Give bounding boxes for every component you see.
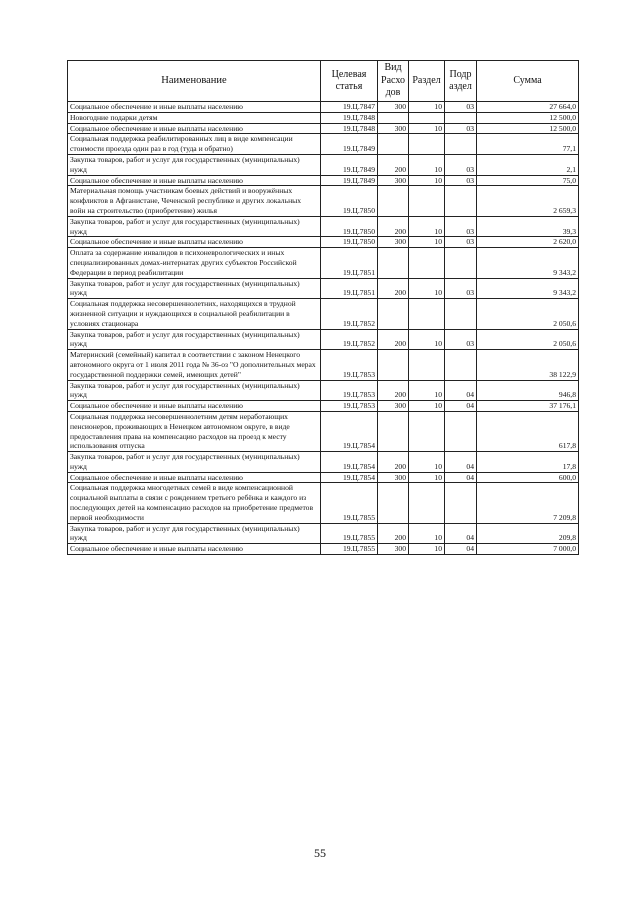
row-section: 10: [409, 278, 445, 299]
row-target-article: 19.Ц.7849: [321, 175, 378, 186]
row-subsection: 03: [445, 175, 477, 186]
row-expense-type: 200: [378, 278, 409, 299]
row-name: Социальная поддержка несовершеннолетних, находящихся в трудной жизненной ситуации и нуждающихся в социальной реабилитации в условиях стационара: [68, 299, 321, 329]
row-section: [409, 350, 445, 380]
row-subsection: 04: [445, 523, 477, 544]
row-subsection: 03: [445, 278, 477, 299]
row-amount: 27 664,0: [477, 102, 579, 113]
row-expense-type: 200: [378, 154, 409, 175]
row-section: 10: [409, 329, 445, 350]
row-target-article: 19.Ц.7847: [321, 102, 378, 113]
row-amount: 2,1: [477, 154, 579, 175]
row-target-article: 19.Ц.7854: [321, 472, 378, 483]
row-target-article: 19.Ц.7851: [321, 278, 378, 299]
row-amount: 7 000,0: [477, 544, 579, 555]
row-section: [409, 299, 445, 329]
row-amount: 9 343,2: [477, 248, 579, 278]
row-target-article: 19.Ц.7848: [321, 112, 378, 123]
table-row: [68, 411, 579, 451]
row-section: [409, 248, 445, 278]
row-expense-type: [378, 299, 409, 329]
row-section: [409, 483, 445, 523]
row-expense-type: [378, 248, 409, 278]
row-section: [409, 134, 445, 155]
row-name: Социальное обеспечение и иные выплаты населению: [68, 472, 321, 483]
row-expense-type: 300: [378, 123, 409, 134]
table-row: [68, 175, 579, 186]
row-target-article: 19.Ц.7855: [321, 523, 378, 544]
row-expense-type: [378, 350, 409, 380]
row-section: [409, 186, 445, 216]
header-name: Наименование: [68, 61, 321, 102]
row-section: [409, 411, 445, 451]
row-expense-type: 300: [378, 472, 409, 483]
row-name: Материнский (семейный) капитал в соответствии с законом Ненецкого автономного округа от 1 июля 2011 года № 36-оз "О дополнительных мерах государственной поддержки семей, имеющих детей": [68, 350, 321, 380]
row-target-article: 19.Ц.7850: [321, 186, 378, 216]
row-name: Социальное обеспечение и иные выплаты населению: [68, 401, 321, 412]
row-amount: 2 659,3: [477, 186, 579, 216]
table-row: [68, 112, 579, 123]
row-name: Социальная поддержка многодетных семей в виде компенсационной социальной выплаты в связи с рождением третьего ребёнка и каждого из последующих детей на компенсацию расходов на приобретение предметов первой необходимости: [68, 483, 321, 523]
table-row: [68, 544, 579, 555]
row-subsection: 04: [445, 401, 477, 412]
table-row: [68, 472, 579, 483]
row-target-article: 19.Ц.7849: [321, 154, 378, 175]
table-row: [68, 237, 579, 248]
row-subsection: [445, 350, 477, 380]
row-name: Закупка товаров, работ и услуг для государственных (муниципальных) нужд: [68, 154, 321, 175]
row-name: Социальное обеспечение и иные выплаты населению: [68, 544, 321, 555]
row-name: Социальное обеспечение и иные выплаты населению: [68, 102, 321, 113]
row-name: Закупка товаров, работ и услуг для государственных (муниципальных) нужд: [68, 380, 321, 401]
row-target-article: 19.Ц.7851: [321, 248, 378, 278]
row-subsection: [445, 411, 477, 451]
row-expense-type: 300: [378, 401, 409, 412]
row-subsection: 03: [445, 237, 477, 248]
row-amount: 75,0: [477, 175, 579, 186]
table-row: [68, 452, 579, 473]
row-section: 10: [409, 452, 445, 473]
row-subsection: [445, 248, 477, 278]
row-target-article: 19.Ц.7854: [321, 452, 378, 473]
header-expense-type: Вид Расхо дов: [378, 61, 409, 102]
table-row: [68, 134, 579, 155]
table-row: [68, 299, 579, 329]
header-subsection: Подр аздел: [445, 61, 477, 102]
row-amount: 209,8: [477, 523, 579, 544]
table-row: [68, 102, 579, 113]
row-target-article: 19.Ц.7849: [321, 134, 378, 155]
row-subsection: 04: [445, 380, 477, 401]
row-expense-type: 200: [378, 216, 409, 237]
row-subsection: 04: [445, 452, 477, 473]
table-row: [68, 278, 579, 299]
table-row: [68, 154, 579, 175]
row-expense-type: [378, 134, 409, 155]
table-row: [68, 483, 579, 523]
row-amount: 77,1: [477, 134, 579, 155]
row-name: Социальное обеспечение и иные выплаты населению: [68, 237, 321, 248]
row-name: Социальное обеспечение и иные выплаты населению: [68, 123, 321, 134]
table-row: [68, 248, 579, 278]
row-expense-type: [378, 411, 409, 451]
row-expense-type: [378, 186, 409, 216]
page-number: 55: [314, 846, 326, 860]
budget-table: [67, 60, 579, 555]
table-row: [68, 123, 579, 134]
row-amount: 7 209,8: [477, 483, 579, 523]
row-name: Оплата за содержание инвалидов в психоневрологических и иных специализированных домах-интернатах других субъектов Российской Федерации в период реабилитации: [68, 248, 321, 278]
row-expense-type: 300: [378, 237, 409, 248]
row-name: Социальная поддержка реабилитированных лиц в виде компенсации стоимости проезда один раз в год (туда и обратно): [68, 134, 321, 155]
row-amount: 39,3: [477, 216, 579, 237]
row-amount: 17,8: [477, 452, 579, 473]
row-subsection: 03: [445, 102, 477, 113]
row-section: 10: [409, 154, 445, 175]
row-target-article: 19.Ц.7854: [321, 411, 378, 451]
row-subsection: [445, 112, 477, 123]
header-amount: Сумма: [477, 61, 579, 102]
row-target-article: 19.Ц.7852: [321, 299, 378, 329]
table-row: [68, 380, 579, 401]
row-expense-type: 200: [378, 329, 409, 350]
row-amount: 617,8: [477, 411, 579, 451]
row-amount: 600,0: [477, 472, 579, 483]
row-amount: 9 343,2: [477, 278, 579, 299]
row-subsection: 03: [445, 329, 477, 350]
row-amount: 12 500,0: [477, 112, 579, 123]
table-row: [68, 329, 579, 350]
row-section: 10: [409, 472, 445, 483]
row-expense-type: 300: [378, 544, 409, 555]
row-expense-type: [378, 112, 409, 123]
row-target-article: 19.Ц.7855: [321, 544, 378, 555]
row-section: 10: [409, 216, 445, 237]
row-subsection: 03: [445, 154, 477, 175]
row-expense-type: 300: [378, 175, 409, 186]
table-row: [68, 186, 579, 216]
table-row: [68, 523, 579, 544]
row-name: Закупка товаров, работ и услуг для государственных (муниципальных) нужд: [68, 216, 321, 237]
table-row: [68, 350, 579, 380]
row-expense-type: 200: [378, 523, 409, 544]
header-target-article: Целевая статья: [321, 61, 378, 102]
row-amount: 12 500,0: [477, 123, 579, 134]
row-amount: 2 050,6: [477, 329, 579, 350]
row-name: Социальная поддержка несовершеннолетним детям неработающих пенсионеров, проживающих в Ненецком автономном округе, в виде предоставления права на компенсацию расходов на проезд к месту использования отпуска: [68, 411, 321, 451]
row-section: 10: [409, 175, 445, 186]
row-section: 10: [409, 102, 445, 113]
row-expense-type: 300: [378, 102, 409, 113]
row-section: 10: [409, 380, 445, 401]
row-target-article: 19.Ц.7850: [321, 237, 378, 248]
row-expense-type: [378, 483, 409, 523]
row-expense-type: 200: [378, 452, 409, 473]
row-amount: 38 122,9: [477, 350, 579, 380]
row-section: 10: [409, 401, 445, 412]
row-subsection: [445, 299, 477, 329]
row-name: Закупка товаров, работ и услуг для государственных (муниципальных) нужд: [68, 278, 321, 299]
header-section: Раздел: [409, 61, 445, 102]
row-subsection: [445, 483, 477, 523]
row-name: Новогодние подарки детям: [68, 112, 321, 123]
row-target-article: 19.Ц.7848: [321, 123, 378, 134]
row-section: [409, 112, 445, 123]
row-target-article: 19.Ц.7853: [321, 401, 378, 412]
row-section: 10: [409, 544, 445, 555]
row-amount: 2 050,6: [477, 299, 579, 329]
row-name: Закупка товаров, работ и услуг для государственных (муниципальных) нужд: [68, 452, 321, 473]
table-row: [68, 401, 579, 412]
row-name: Материальная помощь участникам боевых действий и вооружённых конфликтов в Афганистане, Чеченской республике и других локальных войн на строительство (приобретение) жилья: [68, 186, 321, 216]
row-subsection: [445, 134, 477, 155]
table-row: [68, 216, 579, 237]
row-subsection: [445, 186, 477, 216]
row-target-article: 19.Ц.7853: [321, 380, 378, 401]
table-body: [68, 102, 579, 555]
row-section: 10: [409, 237, 445, 248]
row-target-article: 19.Ц.7853: [321, 350, 378, 380]
row-section: 10: [409, 523, 445, 544]
row-name: Закупка товаров, работ и услуг для государственных (муниципальных) нужд: [68, 329, 321, 350]
row-subsection: 03: [445, 216, 477, 237]
row-subsection: 04: [445, 544, 477, 555]
row-amount: 2 620,0: [477, 237, 579, 248]
row-subsection: 04: [445, 472, 477, 483]
row-name: Социальное обеспечение и иные выплаты населению: [68, 175, 321, 186]
row-name: Закупка товаров, работ и услуг для государственных (муниципальных) нужд: [68, 523, 321, 544]
row-expense-type: 200: [378, 380, 409, 401]
row-amount: 37 176,1: [477, 401, 579, 412]
row-target-article: 19.Ц.7852: [321, 329, 378, 350]
row-subsection: 03: [445, 123, 477, 134]
row-section: 10: [409, 123, 445, 134]
row-target-article: 19.Ц.7855: [321, 483, 378, 523]
table-header-row: [68, 61, 579, 102]
row-amount: 946,8: [477, 380, 579, 401]
row-target-article: 19.Ц.7850: [321, 216, 378, 237]
